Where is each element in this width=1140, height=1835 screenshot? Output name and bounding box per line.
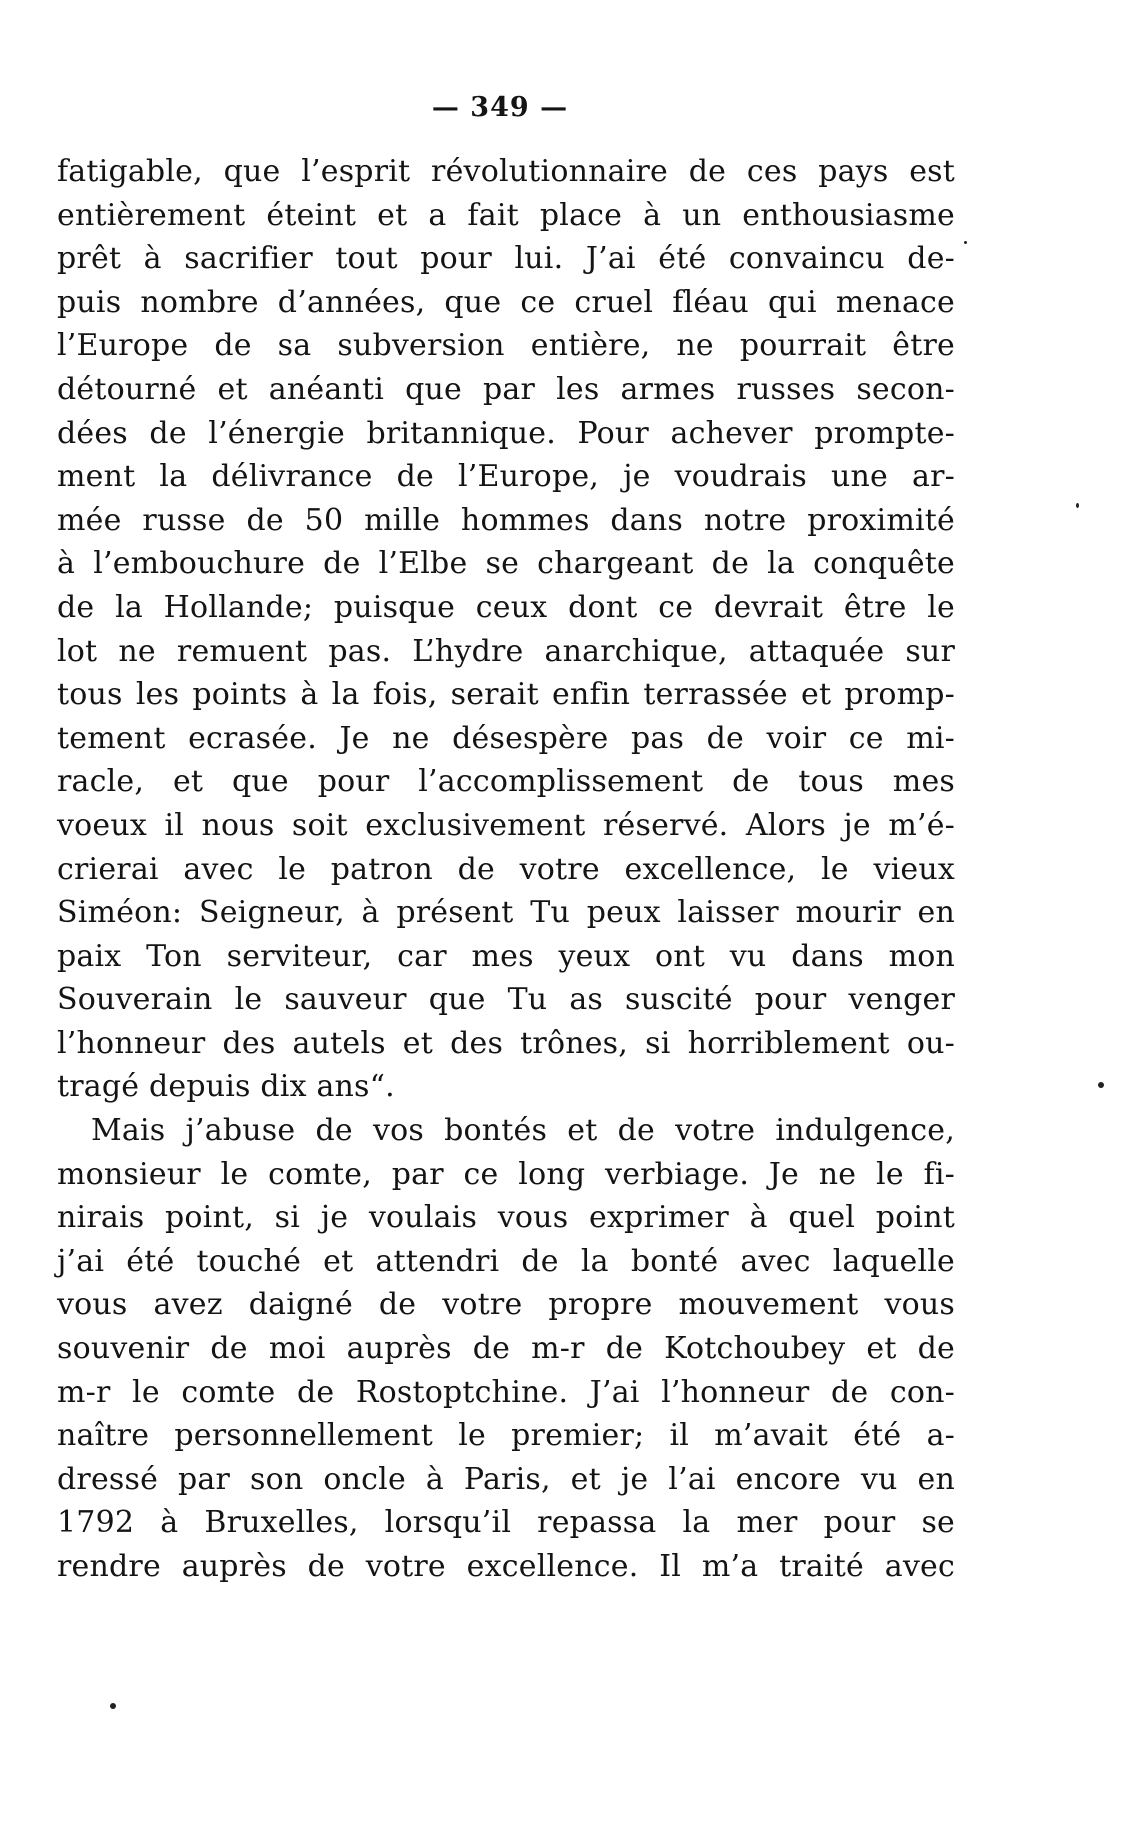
text-line: rendre auprès de votre excellence. Il m’a traité avec	[57, 1549, 955, 1584]
text-line: fatigable, que l’esprit révolutionnaire de ces pays est	[57, 154, 955, 189]
text-line: voeux il nous soit exclusivement réservé. Alors je m’é-	[57, 807, 955, 843]
paragraph-end-line: tragé depuis dix ans“.	[57, 1069, 395, 1105]
text-line: dées de l’énergie britannique. Pour achever prompte-	[57, 415, 955, 451]
text-line: j’ai été touché et attendri de la bonté avec laquelle	[57, 1243, 955, 1279]
text-line: Siméon: Seigneur, à présent Tu peux laisser mourir en	[57, 895, 955, 931]
text-line: puis nombre d’années, que ce cruel fléau qui menace	[57, 284, 955, 320]
text-line: entièrement éteint et a fait place à un enthousiasme	[57, 197, 955, 233]
text-line: tement ecrasée. Je ne désespère pas de voir ce mi-	[57, 720, 955, 756]
text-line: de la Hollande; puisque ceux dont ce devrait être le	[57, 589, 955, 625]
text-line: dressé par son oncle à Paris, et je l’ai encore vu en	[57, 1461, 955, 1497]
text-line: 1792 à Bruxelles, lorsqu’il repassa la mer pour se	[57, 1505, 955, 1541]
body-text	[57, 150, 955, 1589]
text-line: prêt à sacrifier tout pour lui. J’ai été convaincu de-	[57, 241, 955, 277]
text-line: l’honneur des autels et des trônes, si horriblement ou-	[57, 1025, 955, 1061]
text-line: racle, et que pour l’accomplissement de tous mes	[57, 764, 955, 800]
ink-speck	[1076, 503, 1079, 508]
page-number: — 349 —	[431, 92, 569, 123]
ink-speck	[110, 1703, 116, 1709]
ink-speck	[964, 241, 967, 244]
text-line: nirais point, si je voulais vous exprimer à quel point	[57, 1200, 955, 1236]
text-line: Souverain le sauveur que Tu as suscité pour venger	[57, 982, 955, 1018]
text-line: vous avez daigné de votre propre mouvement vous	[57, 1287, 955, 1323]
text-line: l’Europe de sa subversion entière, ne pourrait être	[57, 328, 955, 364]
paragraph-start-line: Mais j’abuse de vos bontés et de votre indulgence,	[91, 1113, 955, 1149]
text-line: crierai avec le patron de votre excellence, le vieux	[57, 851, 955, 887]
text-line: souvenir de moi auprès de m-r de Kotchoubey et de	[57, 1331, 955, 1367]
text-line: paix Ton serviteur, car mes yeux ont vu dans mon	[57, 938, 955, 974]
text-line: mée russe de 50 mille hommes dans notre proximité	[57, 502, 955, 538]
text-line: m-r le comte de Rostoptchine. J’ai l’honneur de con-	[57, 1374, 955, 1410]
text-line: à l’embouchure de l’Elbe se chargeant de la conquête	[57, 546, 955, 582]
text-line: tous les points à la fois, serait enfin terrassée et promp-	[57, 677, 955, 713]
text-line: naître personnellement le premier; il m’avait été a-	[57, 1418, 955, 1454]
text-line: monsieur le comte, par ce long verbiage. Je ne le fi-	[57, 1156, 955, 1192]
text-line: ment la délivrance de l’Europe, je voudrais une ar-	[57, 459, 955, 495]
ink-speck	[1098, 1082, 1104, 1088]
text-line: détourné et anéanti que par les armes russes secon-	[57, 371, 955, 407]
text-line: lot ne remuent pas. L’hydre anarchique, attaquée sur	[57, 633, 955, 669]
